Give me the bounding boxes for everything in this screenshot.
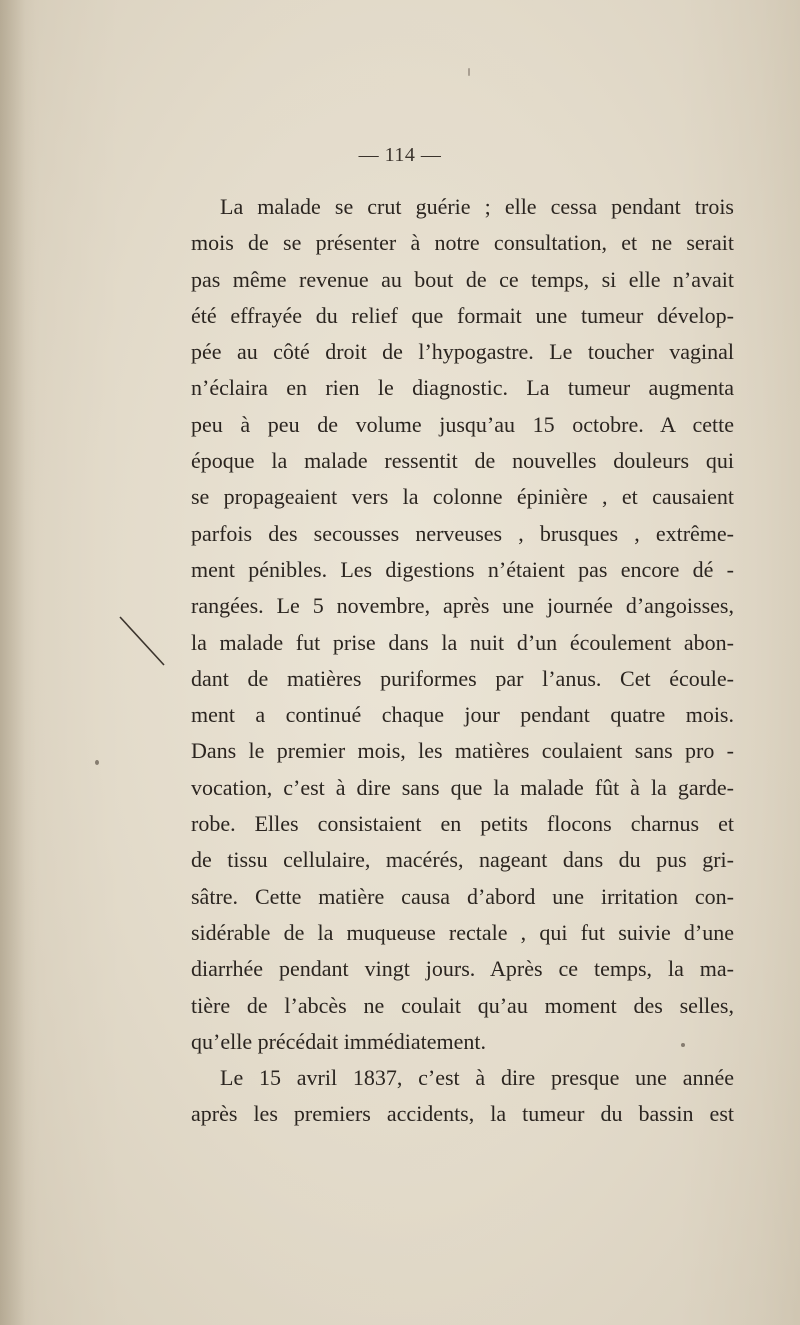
text-line: pas même revenue au bout de ce temps, si elle n’avait xyxy=(191,266,734,292)
text-line: se propageaient vers la colonne épinière , et causaient xyxy=(191,484,734,510)
paper-speck xyxy=(681,1043,685,1047)
text-line: mois de se présenter à notre consultation, et ne serait xyxy=(191,230,734,256)
text-line: la malade fut prise dans la nuit d’un écoulement abon- xyxy=(191,629,734,655)
text-line: vocation, c’est à dire sans que la malade fût à la garde- xyxy=(191,774,734,800)
text-line: époque la malade ressentit de nouvelles douleurs qui xyxy=(191,448,734,474)
paper-speck xyxy=(95,760,99,765)
text-line: Le 15 avril 1837, c’est à dire presque une année xyxy=(220,1065,734,1091)
paper-speck xyxy=(468,68,470,76)
page-gutter-shadow xyxy=(0,0,36,1325)
text-line: diarrhée pendant vingt jours. Après ce temps, la ma- xyxy=(191,956,734,982)
text-line: qu’elle précédait immédiatement. xyxy=(191,1028,487,1054)
text-line: rangées. Le 5 novembre, après une journée d’angoisses, xyxy=(191,593,734,619)
text-line: La malade se crut guérie ; elle cessa pendant trois xyxy=(220,194,734,219)
page-number: — 114 — xyxy=(358,144,442,166)
text-line: sidérable de la muqueuse rectale , qui fut suivie d’une xyxy=(191,919,734,945)
text-line: de tissu cellulaire, macérés, nageant dans du pus gri- xyxy=(191,847,734,873)
text-line: pée au côté droit de l’hypogastre. Le toucher vaginal xyxy=(191,339,734,365)
pencil-mark xyxy=(118,615,170,671)
text-line: sâtre. Cette matière causa d’abord une irritation con- xyxy=(191,883,734,909)
text-line: été effrayée du relief que formait une tumeur dévelop- xyxy=(191,302,734,328)
text-line: tière de l’abcès ne coulait qu’au moment des selles, xyxy=(191,992,734,1018)
text-line: robe. Elles consistaient en petits flocons charnus et xyxy=(191,811,734,837)
text-line: parfois des secousses nerveuses , brusques , extrême- xyxy=(191,520,734,546)
text-line: après les premiers accidents, la tumeur du bassin est xyxy=(191,1101,734,1127)
body-text xyxy=(191,189,734,1133)
text-line: n’éclaira en rien le diagnostic. La tumeur augmenta xyxy=(191,375,734,401)
text-line: dant de matières puriformes par l’anus. Cet écoule- xyxy=(191,665,734,691)
text-line: ment pénibles. Les digestions n’étaient pas encore dé - xyxy=(191,556,734,582)
text-line: Dans le premier mois, les matières coulaient sans pro - xyxy=(191,738,734,764)
text-line: peu à peu de volume jusqu’au 15 octobre. A cette xyxy=(191,411,734,437)
text-line: ment a continué chaque jour pendant quatre mois. xyxy=(191,702,734,728)
